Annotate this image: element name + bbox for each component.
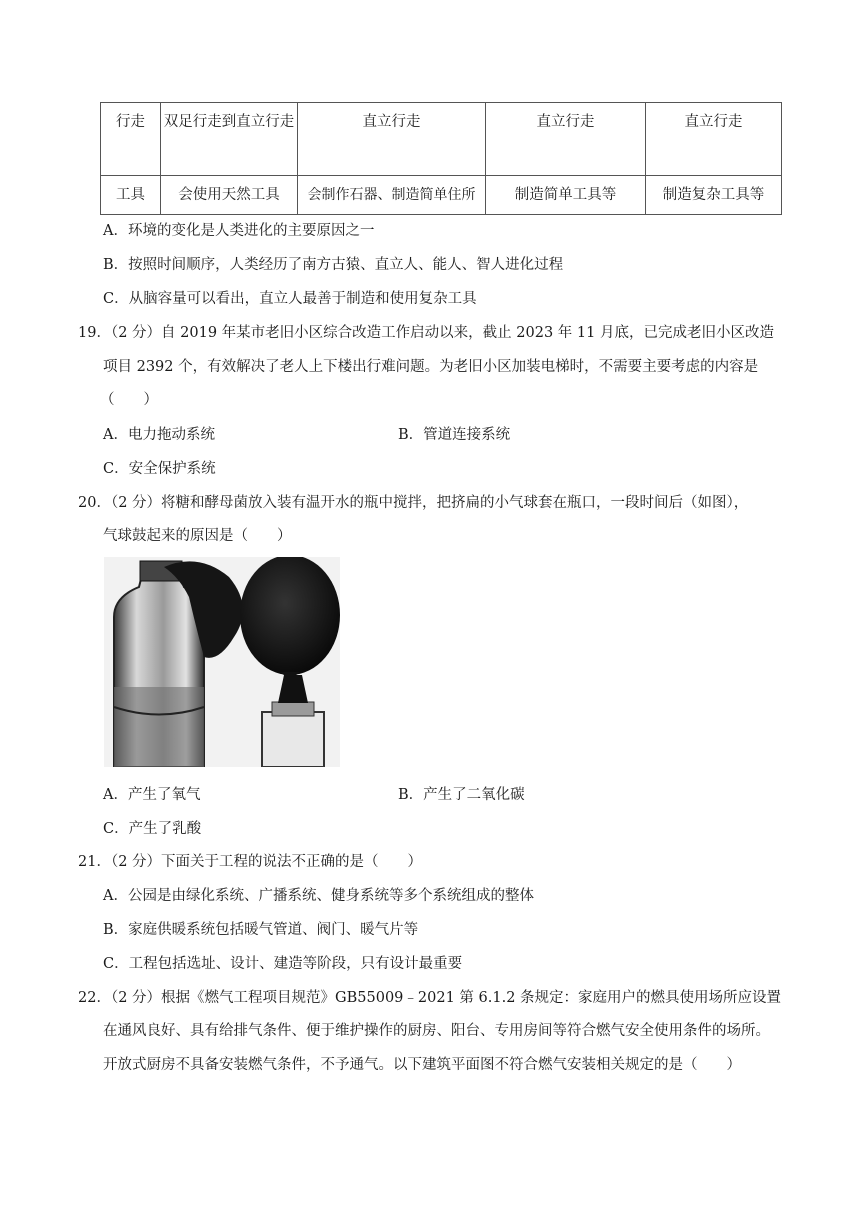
q22-stem-line1 [78, 988, 781, 1008]
table-cell: 会使用天然工具 [161, 176, 298, 215]
question-number: 21． [78, 854, 111, 870]
table-cell: 直立行走 [646, 103, 782, 176]
question-number: 19． [78, 325, 111, 341]
question-text: （2 分）自 2019 年某市老旧小区综合改造工作启动以来，截止 2023 年 11 月底，已完成老旧小区改造 [110, 325, 774, 341]
table-cell: 直立行走 [486, 103, 646, 176]
question-text: （2 分）下面关于工程的说法不正确的是（ ） [110, 854, 423, 870]
q19-option-c[interactable]: C．安全保护系统 [103, 461, 216, 477]
q19-answer-blank: （ ） [100, 392, 158, 408]
bottle-balloon-illustration [104, 557, 340, 767]
q18-option-a[interactable]: A．环境的变化是人类进化的主要原因之一 [103, 223, 375, 239]
q22-stem-line2: 在通风良好、具有给排气条件、便于维护操作的厨房、阳台、专用房间等符合燃气安全使用条件的场所。 [103, 1023, 770, 1039]
q19-stem-line1 [78, 323, 774, 343]
q21-option-c[interactable]: C．工程包括选址、设计、建造等阶段，只有设计最重要 [103, 956, 463, 972]
q19-stem-line2: 项目 2392 个，有效解决了老人上下楼出行难问题。为老旧小区加装电梯时，不需要主要考虑的内容是 [103, 359, 759, 375]
yeast-balloon-photo [104, 557, 340, 767]
question-text: （2 分）将糖和酵母菌放入装有温开水的瓶中搅拌，把挤扁的小气球套在瓶口，一段时间后（如图）， [110, 495, 749, 511]
q20-option-b[interactable]: B．产生了二氧化碳 [398, 787, 525, 803]
table-cell: 直立行走 [298, 103, 486, 176]
table-row [101, 103, 782, 176]
q19-option-b[interactable]: B．管道连接系统 [398, 427, 511, 443]
table-cell: 行走 [101, 103, 161, 176]
question-number: 20． [78, 495, 111, 511]
q20-option-c[interactable]: C．产生了乳酸 [103, 821, 202, 837]
q20-stem-line1 [78, 493, 748, 513]
table-cell: 会制作石器、制造简单住所 [298, 176, 486, 215]
table-cell: 制造简单工具等 [486, 176, 646, 215]
q18-option-b[interactable]: B．按照时间顺序，人类经历了南方古猿、直立人、能人、智人进化过程 [103, 257, 564, 273]
q20-stem-line2: 气球鼓起来的原因是（ ） [103, 528, 292, 544]
q22-stem-line3: 开放式厨房不具备安装燃气条件，不予通气。以下建筑平面图不符合燃气安装相关规定的是（ ） [103, 1057, 741, 1073]
human-evolution-table [100, 102, 782, 215]
table-cell: 工具 [101, 176, 161, 215]
q20-option-a[interactable]: A．产生了氧气 [103, 787, 201, 803]
q18-option-c[interactable]: C．从脑容量可以看出，直立人最善于制造和使用复杂工具 [103, 291, 477, 307]
table-cell: 制造复杂工具等 [646, 176, 782, 215]
question-text: （2 分）根据《燃气工程项目规范》GB55009﹣2021 第 6.1.2 条规定：家庭用户的燃具使用场所应设置 [110, 990, 782, 1006]
question-number: 22． [78, 990, 111, 1006]
q21-option-b[interactable]: B．家庭供暖系统包括暖气管道、阀门、暖气片等 [103, 922, 419, 938]
q19-option-a[interactable]: A．电力拖动系统 [103, 427, 215, 443]
q21-stem-line1 [78, 852, 422, 872]
q21-option-a[interactable]: A．公园是由绿化系统、广播系统、健身系统等多个系统组成的整体 [103, 888, 534, 904]
table-cell: 双足行走到直立行走 [161, 103, 298, 176]
table-row [101, 176, 782, 215]
